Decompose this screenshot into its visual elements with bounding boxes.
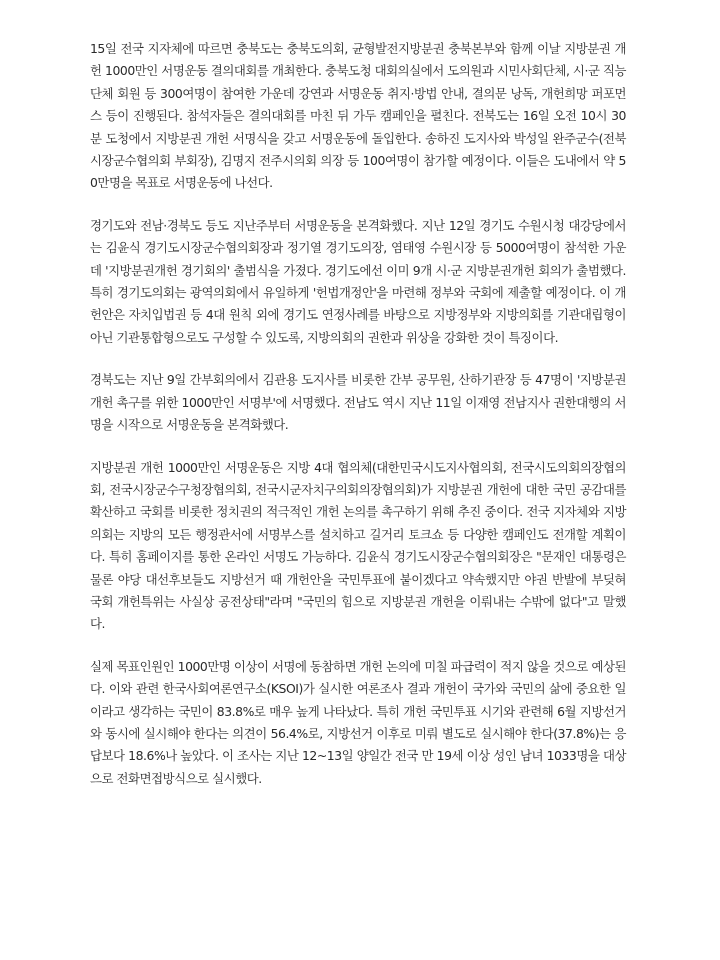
paragraph-survey-results: 실제 목표인원인 1000만명 이상이 서명에 동참하면 개헌 논의에 미칠 파급력이 적지 않을 것으로 예상된다. 이와 관련 한국사회여론연구소(KSOI)가 실시한 여론조사 결과 개헌이 국가와 국민의 삶에 중요한 일이라고 생각하는 국민이 83.8%로 매우 높게 나타났다. 특히 개헌 국민투표 시기와 관련해 6월 지방선거와 동시에 실시해야 한다는 의견이 56.4%로, 지방선거 이후로 미뤄 별도로 실시해야 한다(37.8%)는 응답보다 18.6%나 높았다. 이 조사는 지난 12~13일 양일간 전국 만 19세 이상 성인 남녀 1033명을 대상으로 전화면접방식으로 실시했다.	[90, 658, 626, 786]
paragraph-campaign-overview: 지방분권 개헌 1000만인 서명운동은 지방 4대 협의체(대한민국시도지사협의회, 전국시도의회의장협의회, 전국시장군수구청장협의회, 전국시군자치구의회의장협의회)가 지방분권 개헌에 대한 국민 공감대를 확산하고 국회를 비롯한 정치권의 적극적인 개헌 논의를 촉구하기 위해 추진 중이다. 전국 지자체와 지방의회는 지방의 모든 행정관서에 서명부스를 설치하고 길거리 토크쇼 등 다양한 캠페인도 전개할 계획이다. 특히 홈페이지를 통한 온라인 서명도 가능하다. 김윤식 경기도시장군수협의회장은 "문재인 대통령은 물론 야당 대선후보들도 지방선거 때 개헌안을 국민투표에 붙이겠다고 약속했지만 야권 반발에 부딪혀 국회 개헌특위는 사실상 공전상태"라며 "국민의 힘으로 지방분권 개헌을 이뤄내는 수밖에 없다"고 말했다.	[90, 459, 626, 632]
paragraph-gyeonggi: 경기도와 전남·경북도 등도 지난주부터 서명운동을 본격화했다. 지난 12일 경기도 수원시청 대강당에서는 김윤식 경기도시장군수협의회장과 정기열 경기도의장, 염태영 수원시장 등 5000여명이 참석한 가운데 '지방분권개헌 경기회의' 출범식을 가졌다. 경기도에선 이미 9개 시·군 지방분권개헌 회의가 출범했다. 특히 경기도의회는 광역의회에서 유일하게 '헌법개정안'을 마련해 정부와 국회에 제출할 예정이다. 이 개헌안은 자치입법권 등 4대 원칙 외에 경기도 연정사례를 바탕으로 지방정부와 지방의회를 기관대립형이 아닌 기관통합형으로도 구성할 수 있도록, 지방의회의 권한과 위상을 강화한 것이 특징이다.	[90, 217, 626, 345]
article-body	[90, 38, 626, 810]
paragraph-chungbuk-jeonbuk: 15일 전국 지자체에 따르면 충북도는 충북도의회, 균형발전지방분권 충북본부와 함께 이날 지방분권 개헌 1000만인 서명운동 결의대회를 개최한다. 충북도청 대회의실에서 도의원과 시민사회단체, 시·군 직능단체 회원 등 300여명이 참여한 가운데 강연과 서명운동 취지·방법 안내, 결의문 낭독, 개헌희망 퍼포먼스 등이 진행된다. 참석자들은 결의대회를 마친 뒤 가두 캠페인을 펼친다. 전북도는 16일 오전 10시 30분 도청에서 지방분권 개헌 서명식을 갖고 서명운동에 돌입한다. 송하진 도지사와 박성일 완주군수(전북시장군수협의회 부회장), 김명지 전주시의회 의장 등 100여명이 참가할 예정이다. 이들은 도내에서 약 50만명을 목표로 서명운동에 나선다.	[90, 41, 626, 191]
paragraph-gyeongbuk-jeonnam: 경북도는 지난 9일 간부회의에서 김관용 도지사를 비롯한 간부 공무원, 산하기관장 등 47명이 '지방분권 개헌 촉구를 위한 1000만인 서명부'에 서명했다. 전남도 역시 지난 11일 이재영 전남지사 권한대행의 서명을 시작으로 서명운동을 본격화했다.	[90, 372, 626, 433]
